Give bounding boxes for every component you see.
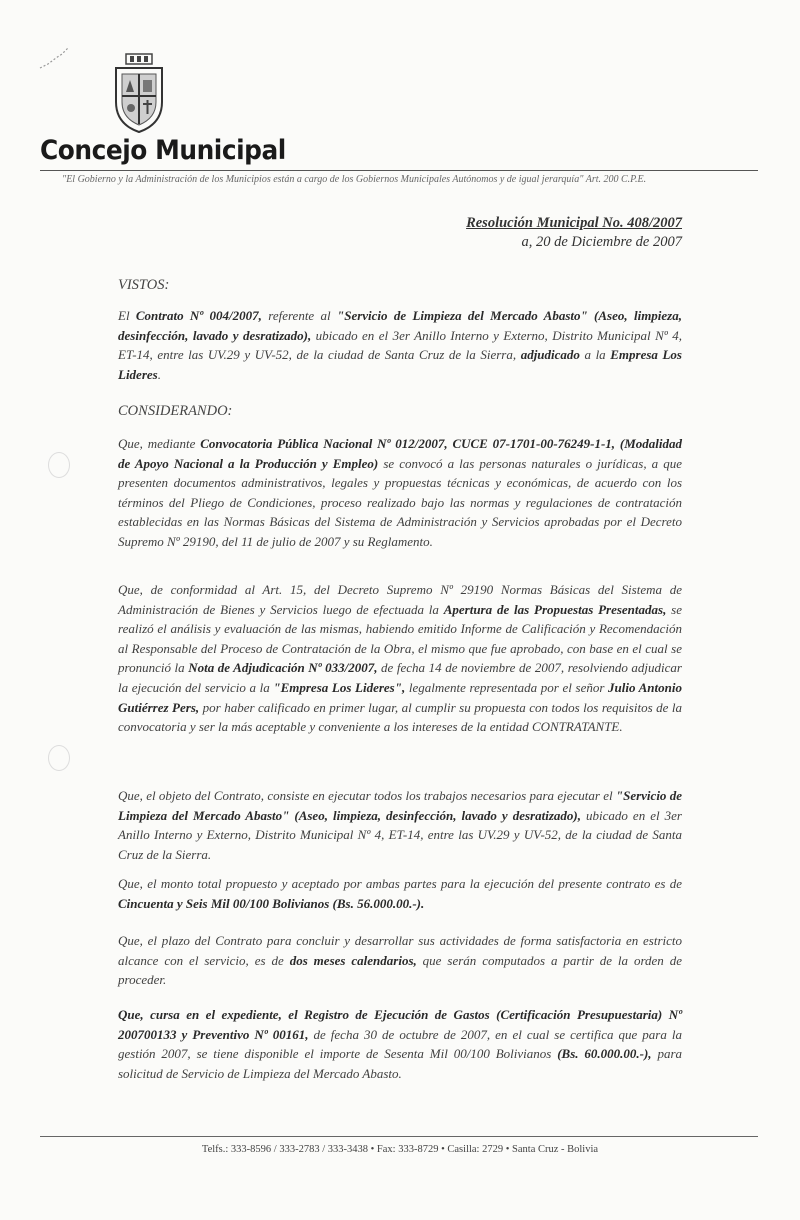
footer-contact: Telfs.: 333-8596 / 333-2783 / 333-3438 • Fax: 333-8729 • Casilla: 2729 • Santa Cruz - Bolivia	[201, 1144, 599, 1155]
municipal-coat-of-arms-icon	[108, 52, 170, 134]
paragraph-adjudicacion: Que, de conformidad al Art. 15, del Decreto Supremo Nº 29190 Normas Básicas del Sistema de Administración de Bienes y Servicios luego de efectuada la Apertura de las Propuestas Presentadas, se realizó el análisis y evaluación de las mismas, habiendo emitido Informe de Calificación y Recomendación al Responsable del Proceso de Contratación de la Obra, el mismo que fue aprobado, con base en el cual se pronunció la Nota de Adjudicación Nº 033/2007, de fecha 14 de noviembre de 2007, resolviendo adjudicar la ejecución del servicio a la "Empresa Los Lideres", legalmente representada por el señor Julio Antonio Gutiérrez Pers, por haber calificado en primer lugar, al cumplir su propuesta con todos los requisitos de la convocatoria y ser la más aceptable y conveniente a los intereses de la entidad CONTRATANTE.	[118, 582, 683, 735]
section-title-considerando: CONSIDERANDO:	[118, 403, 233, 419]
footer-divider	[40, 1136, 758, 1137]
paragraph-convocatoria: Que, mediante Convocatoria Pública Nacional Nº 012/2007, CUCE 07-1701-00-76249-1-1, (Modalidad de Apoyo Nacional a la Producción y Empleo) se convocó a las personas naturales o jurídicas, a que presenten documentos administrativos, legales y propuestas técnicas y económicas, de acuerdo con los términos del Pliego de Condiciones, proceso realizado bajo las normas y regulaciones de contratación establecidas en las Normas Básicas del Sistema de Administración y Servicios aprobadas por el Decreto Supremo Nº 29190, del 11 de julio de 2007 y su Reglamento.	[118, 436, 683, 549]
header-motto: "El Gobierno y la Administración de los Municipios están a cargo de los Gobiernos Municipales Autónomos y de igual jerarquía" Art. 200 C.P.E.	[62, 174, 647, 185]
paragraph-objeto: Que, el objeto del Contrato, consiste en ejecutar todos los trabajos necesarios para ejecutar el "Servicio de Limpieza del Mercado Abasto" (Aseo, limpieza, desinfección, lavado y desratizado), ubicado en el 3er Anillo Interno y Externo, Distrito Municipal Nº 4, ET-14, entre las UV.29 y UV-52, de la ciudad de Santa Cruz de la Sierra.	[118, 788, 682, 862]
paragraph-plazo: Que, el plazo del Contrato para concluir y desarrollar sus actividades de forma satisfactoria en estricto alcance con el servicio, es de dos meses calendarios, que serán computados a partir de la orden de proceder.	[118, 933, 682, 988]
punch-hole-mark	[48, 452, 70, 478]
header-divider	[40, 170, 758, 171]
paragraph-presupuesto: Que, cursa en el expediente, el Registro de Ejecución de Gastos (Certificación Presupuestaria) Nº 200700133 y Preventivo Nº 00161, de fecha 30 de octubre de 2007, en el cual se certifica que para la gestión 2007, se tiene disponible el importe de Sesenta Mil 00/100 Bolivianos (Bs. 60.000.00.-), para solicitud de Servicio de Limpieza del Mercado Abasto.	[118, 1007, 683, 1081]
resolution-number: Resolución Municipal No. 408/2007	[466, 215, 682, 231]
resolution-date: a, 20 de Diciembre de 2007	[521, 234, 682, 250]
organization-name: Concejo Municipal	[40, 135, 286, 166]
scan-speck-decoration	[38, 18, 98, 78]
paragraph-monto: Que, el monto total propuesto y aceptado por ambas partes para la ejecución del presente contrato es de Cincuenta y Seis Mil 00/100 Bolivianos (Bs. 56.000.00.-).	[118, 876, 682, 911]
section-title-vistos: VISTOS:	[118, 277, 170, 293]
paragraph-vistos: El Contrato Nº 004/2007, referente al "Servicio de Limpieza del Mercado Abasto" (Aseo, limpieza, desinfección, lavado y desratizado), ubicado en el 3er Anillo Interno y Externo, Distrito Municipal Nº 4, ET-14, entre las UV.29 y UV-52, de la ciudad de Santa Cruz de la Sierra, adjudicado a la Empresa Los Lideres.	[118, 308, 683, 382]
punch-hole-mark	[48, 745, 70, 771]
